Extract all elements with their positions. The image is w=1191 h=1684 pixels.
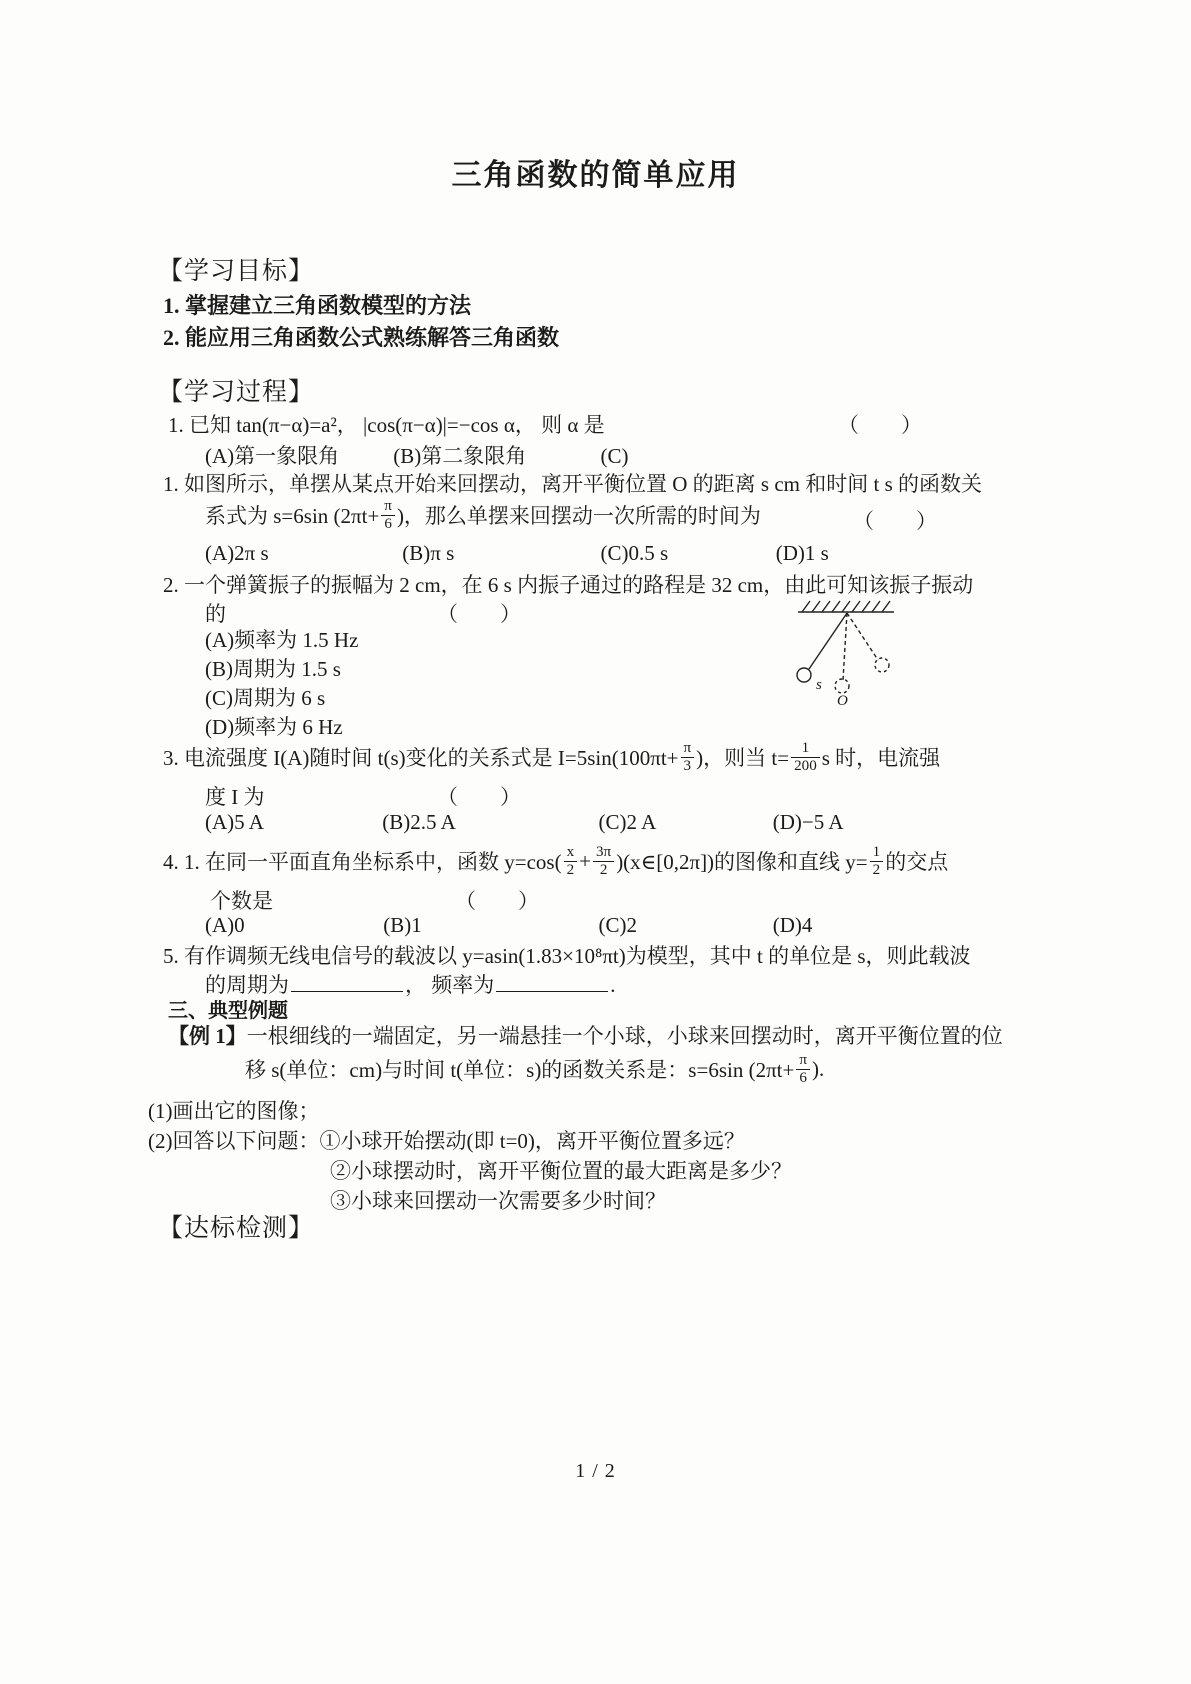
question-3-answer-brackets: （ ） (437, 602, 521, 626)
option: (C) (600, 444, 629, 468)
option: (D)4 (772, 913, 813, 937)
blank-line (496, 970, 608, 992)
question-4-line1 (163, 736, 940, 778)
option: (D)频率为 6 Hz (205, 715, 343, 739)
option: (A)0 (205, 913, 245, 937)
formula-text: )(x∈[0,2π])的图像和直线 y= (616, 850, 868, 874)
pendulum-label-o: O (837, 693, 848, 707)
formula-text: 的交点 (885, 850, 949, 874)
fraction-denominator: 200 (794, 757, 817, 774)
example-1-item-1: (1)画出它的图像； (148, 1099, 320, 1123)
question-4-line2: 度 I 为 (205, 785, 265, 809)
fraction (791, 740, 820, 774)
goal-item-1: 1. 掌握建立三角函数模型的方法 (163, 293, 472, 318)
section-heading-process: 【学习过程】 (158, 379, 315, 406)
question-1-answer-brackets: （ ） (838, 413, 922, 437)
formula-text: )，则当 t= (696, 746, 790, 770)
fraction-denominator: 2 (566, 861, 575, 878)
formula-text: 移 s(单位：cm)与时间 t(单位：s)的函数关系是：s=6sin (2πt+ (245, 1058, 795, 1082)
formula-text: + (579, 848, 591, 873)
question-1-options (205, 440, 629, 470)
example-1-item-2: (2)回答以下问题：①小球开始摆动(即 t=0)，离开平衡位置多远？ (148, 1129, 745, 1153)
fraction-numerator: x (564, 844, 578, 862)
formula-text: ， 频率为 (405, 973, 495, 997)
fraction (796, 1052, 810, 1086)
question-6-line1: 5. 有作调频无线电信号的载波以 y=asin(1.83×10⁸πt)为模型，其中 t 的单位是 s，则此载波 (163, 944, 971, 968)
formula-text: 系式为 s=6sin (2πt+ (205, 504, 380, 528)
formula-text: . (610, 973, 616, 997)
fraction (381, 498, 395, 532)
example-1-line1 (168, 1020, 1003, 1050)
pendulum-label-s: s (816, 677, 822, 693)
example-1-line2 (245, 1048, 824, 1090)
formula-text: ). (812, 1056, 825, 1081)
question-5-answer-brackets: （ ） (455, 889, 539, 913)
example-1-label: 【例 1】 (168, 1024, 247, 1048)
option: (C)2 A (598, 810, 657, 834)
question-3-line2: 的 (205, 602, 226, 626)
formula-text: 3. 电流强度 I(A)随时间 t(s)变化的关系式是 I=5sin(100πt+ (163, 746, 679, 770)
example-1-item-4: ③小球来回摆动一次需要多少时间？ (330, 1189, 666, 1213)
question-4-options (205, 810, 844, 835)
formula-text: s 时，电流强 (821, 746, 941, 770)
option: (B)周期为 1.5 s (205, 657, 341, 681)
option: (A)2π s (205, 541, 269, 565)
fraction-numerator: 3π (593, 844, 614, 862)
example-1-text: 一根细线的一端固定，另一端悬挂一个小球，小球来回摆动时，离开平衡位置的位 (246, 1024, 1003, 1048)
question-5-options (205, 913, 812, 938)
option: (D)−5 A (772, 810, 844, 834)
option: (B)π s (402, 541, 455, 565)
option: (A)频率为 1.5 Hz (205, 628, 359, 652)
fraction-denominator: 6 (799, 1069, 807, 1086)
option: (D)1 s (775, 541, 829, 565)
option: (C)周期为 6 s (205, 686, 326, 710)
formula-text: )，那么单摆来回摆动一次所需的时间为 (396, 504, 761, 528)
option: (B)2.5 A (382, 810, 456, 834)
fraction-numerator: π (681, 740, 695, 758)
fraction (593, 844, 614, 878)
option: (A)5 A (205, 810, 264, 834)
fraction-numerator: π (381, 498, 395, 516)
question-2-line1: 1. 如图所示，单摆从某点开始来回摆动，离开平衡位置 O 的距离 s cm 和时间 t s 的函数关 (163, 472, 982, 496)
fraction-numerator: 1 (791, 740, 820, 758)
fraction-denominator: 6 (384, 515, 392, 532)
fraction (564, 844, 578, 878)
option: (C)0.5 s (600, 541, 669, 565)
fraction-denominator: 2 (599, 861, 608, 878)
blank-line (291, 970, 403, 992)
fraction (870, 844, 884, 878)
fraction-numerator: π (796, 1052, 810, 1070)
fraction-denominator: 2 (872, 861, 881, 878)
section-heading-examples: 三、典型例题 (168, 1000, 288, 1022)
question-2-line2 (205, 496, 761, 534)
question-2-options (205, 541, 829, 566)
option: (B)1 (383, 913, 422, 937)
formula-text: 的周期为 (205, 973, 289, 997)
page-number: 1 / 2 (575, 1460, 616, 1482)
question-5-line2: 个数是 (210, 889, 273, 913)
option: (C)2 (598, 913, 637, 937)
section-heading-goals: 【学习目标】 (158, 258, 315, 285)
question-5-line1 (163, 840, 948, 882)
page-title: 三角函数的简单应用 (451, 159, 740, 192)
goal-item-2: 2. 能应用三角函数公式熟练解答三角函数 (163, 325, 560, 350)
question-4-answer-brackets: （ ） (437, 785, 521, 809)
fraction-numerator: 1 (870, 844, 884, 862)
fraction-denominator: 3 (683, 757, 692, 774)
example-1-item-3: ②小球摆动时，离开平衡位置的最大距离是多少？ (330, 1159, 792, 1183)
option: (B)第二象限角 (393, 444, 527, 468)
fraction (681, 740, 695, 774)
question-3-line1: 2. 一个弹簧振子的振幅为 2 cm，在 6 s 内振子通过的路程是 32 cm，由此可知该振子振动 (163, 573, 974, 597)
section-heading-check: 【达标检测】 (158, 1215, 315, 1242)
formula-text: 4. 1. 在同一平面直角坐标系中，函数 y=cos( (163, 850, 562, 874)
option: (A)第一象限角 (205, 444, 340, 468)
pendulum-diagram (790, 595, 908, 713)
question-2-answer-brackets: （ ） (853, 509, 937, 533)
question-1-text: 1. 已知 tan(π−α)=a²， |cos(π−α)|=−cos α， 则 α 是 (168, 413, 605, 437)
